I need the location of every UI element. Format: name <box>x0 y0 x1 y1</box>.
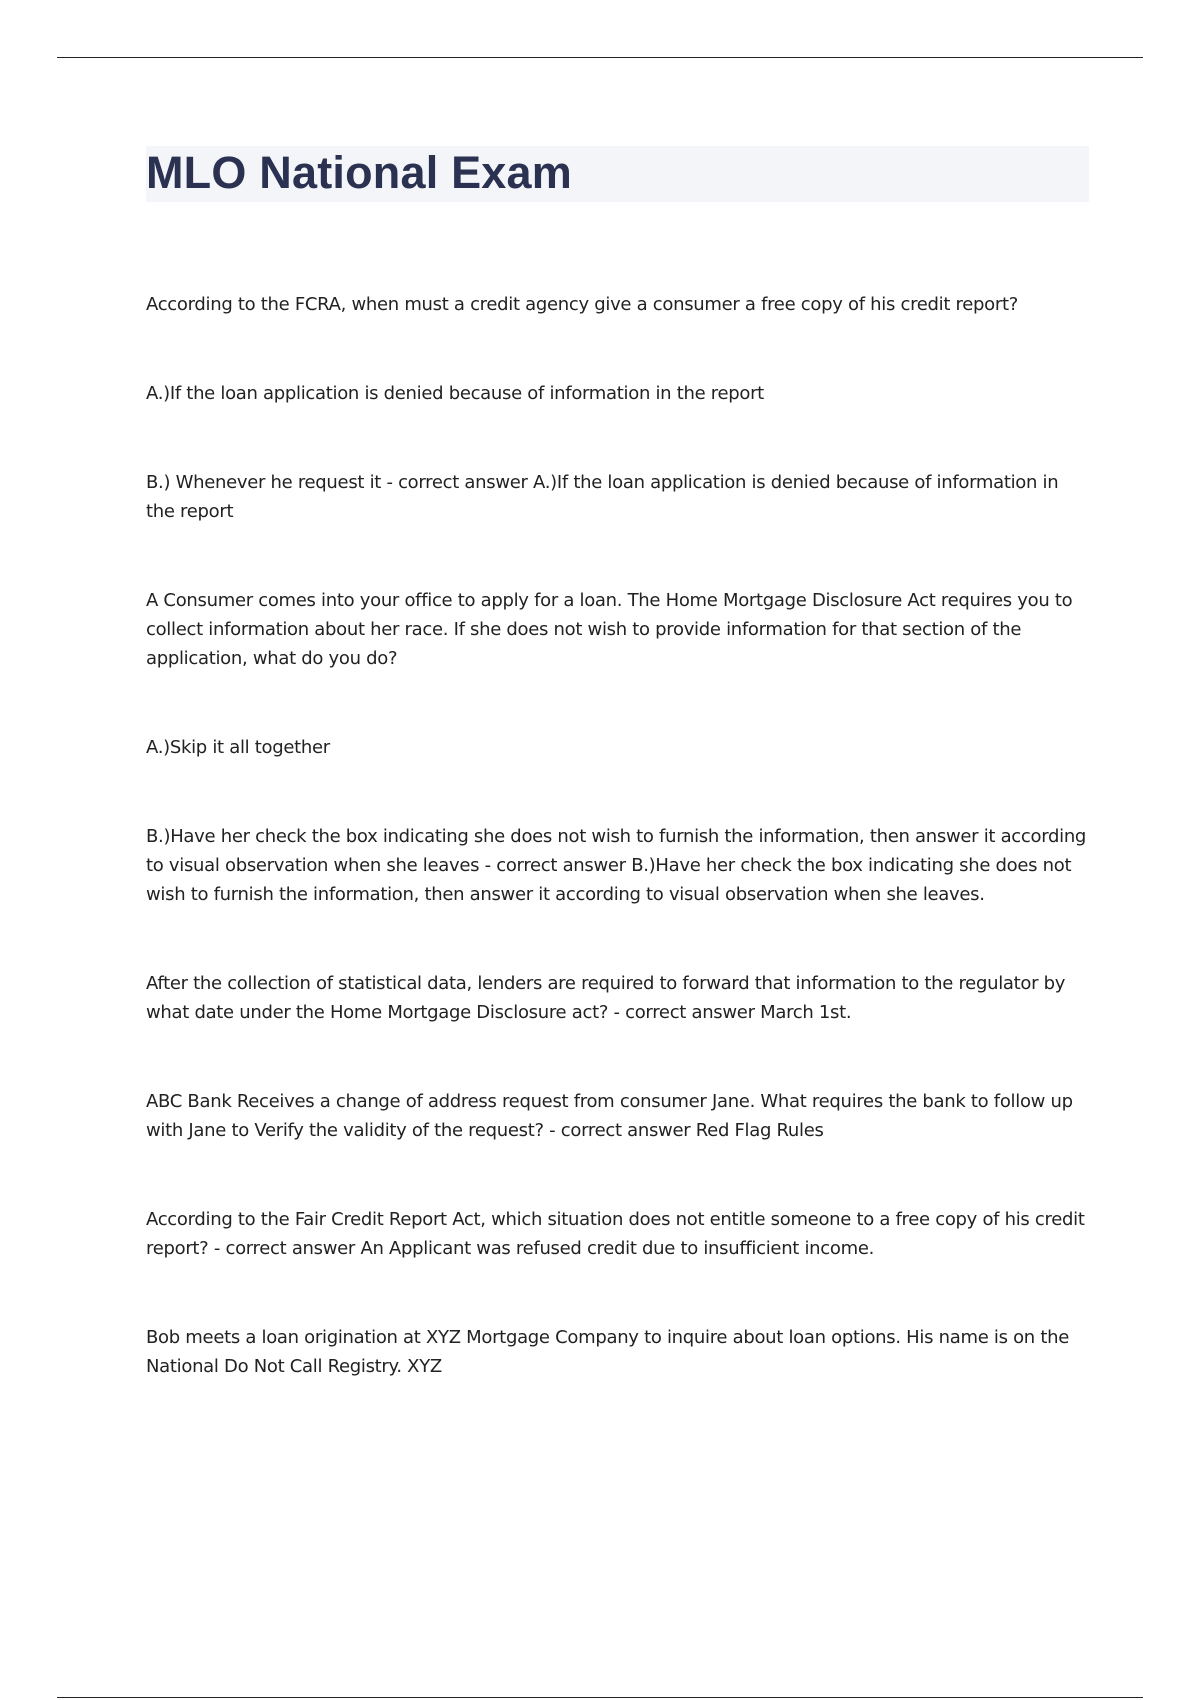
page-title: MLO National Exam <box>146 147 572 198</box>
question-statistical-data-date: After the collection of statistical data, lenders are required to forward that information to the regulator by what date under the Home Mortgage Disclosure act? - correct answer March 1st. <box>146 973 1066 1023</box>
document-body <box>146 290 1091 1441</box>
footer-rule <box>57 1697 1143 1698</box>
option-a-skip: A.)Skip it all together <box>146 737 330 758</box>
option-b-check-box-with-answer: B.)Have her check the box indicating she does not wish to furnish the information, then answer it according to visual observation when she leaves - correct answer B.)Have her check the box indicating she does not wish to furnish the information, then answer it according to visual observation when she leaves. <box>146 826 1087 905</box>
question-fair-credit-report: According to the Fair Credit Report Act, which situation does not entitle someone to a free copy of his credit report? - correct answer An Applicant was refused credit due to insufficient income. <box>146 1209 1085 1259</box>
option-a-loan-denied: A.)If the loan application is denied because of information in the report <box>146 383 764 404</box>
header-rule <box>57 57 1143 58</box>
question-do-not-call: Bob meets a loan origination at XYZ Mortgage Company to inquire about loan options. His name is on the National Do Not Call Registry. XYZ <box>146 1327 1069 1377</box>
question-hmda-race: A Consumer comes into your office to apply for a loan. The Home Mortgage Disclosure Act requires you to collect information about her race. If she does not wish to provide information for that section of the application, what do you do? <box>146 590 1073 669</box>
question-fcra-free-copy: According to the FCRA, when must a credit agency give a consumer a free copy of his credit report? <box>146 294 1018 315</box>
option-b-with-answer: B.) Whenever he request it - correct answer A.)If the loan application is denied because of information in the report <box>146 472 1059 522</box>
question-change-of-address: ABC Bank Receives a change of address request from consumer Jane. What requires the bank to follow up with Jane to Verify the validity of the request? - correct answer Red Flag Rules <box>146 1091 1073 1141</box>
